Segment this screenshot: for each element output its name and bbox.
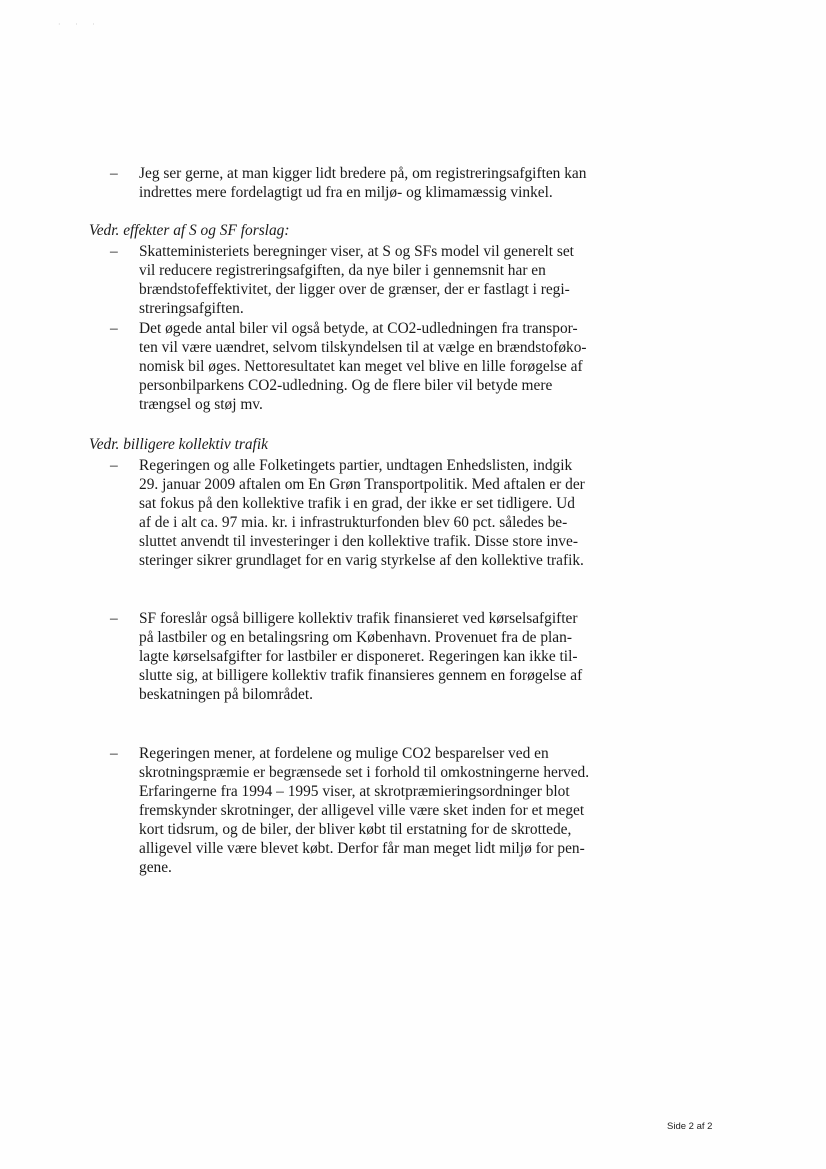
intro-bullet [110, 164, 640, 202]
text-line: alligevel ville være blevet købt. Derfor får man meget lidt miljø for pen- [139, 840, 585, 857]
text-line: af de i alt ca. 97 mia. kr. i infrastrukturfonden blev 60 pct. således be- [139, 514, 568, 531]
bullet-dash: – [110, 745, 118, 762]
scan-artifact: · · · [58, 20, 101, 29]
text-line: beskatningen på bilområdet. [139, 686, 313, 703]
effekter-bullet-2 [110, 319, 640, 414]
text-line: SF foreslår også billigere kollektiv trafik finansieret ved kørselsafgifter [139, 610, 578, 627]
section-heading-effekter: Vedr. effekter af S og SF forslag: [89, 222, 290, 239]
text-line: sluttet anvendt til investeringer i den kollektive trafik. Disse store inve- [139, 533, 578, 550]
text-line: Erfaringerne fra 1994 – 1995 viser, at skrotpræmieringsordninger blot [139, 783, 570, 800]
effekter-bullet-1 [110, 242, 640, 318]
kollektiv-bullet-3 [110, 744, 640, 877]
bullet-text [139, 242, 640, 318]
text-line: slutte sig, at billigere kollektiv trafik finansieres gennem en forøgelse af [139, 667, 583, 684]
text-line: trængsel og støj mv. [139, 396, 263, 413]
bullet-text [139, 744, 640, 877]
bullet-dash: – [110, 610, 118, 627]
bullet-text [139, 456, 640, 570]
page-number: Side 2 af 2 [667, 1121, 713, 1132]
text-line: gene. [139, 859, 172, 876]
bullet-text [139, 609, 640, 704]
text-line: Skatteministeriets beregninger viser, at S og SFs model vil generelt set [139, 243, 574, 260]
text-line: ten vil være uændret, selvom tilskyndelsen til at vælge en brændstoføko- [139, 339, 587, 356]
section-heading-kollektiv: Vedr. billigere kollektiv trafik [89, 436, 268, 453]
text-line: sat fokus på den kollektive trafik i en grad, der ikke er set tidligere. Ud [139, 495, 575, 512]
text-line: vil reducere registreringsafgiften, da nye biler i gennemsnit har en [139, 262, 546, 279]
text-line: personbilparkens CO2-udledning. Og de flere biler vil betyde mere [139, 377, 553, 394]
bullet-dash: – [110, 320, 118, 337]
text-line: indrettes mere fordelagtigt ud fra en miljø- og klimamæssig vinkel. [139, 184, 553, 201]
text-line: Regeringen og alle Folketingets partier, undtagen Enhedslisten, indgik [139, 457, 573, 474]
bullet-text [139, 164, 640, 202]
text-line: streringsafgiften. [139, 300, 244, 317]
text-line: 29. januar 2009 aftalen om En Grøn Transportpolitik. Med aftalen er der [139, 476, 585, 493]
bullet-dash: – [110, 457, 118, 474]
kollektiv-bullet-1 [110, 456, 640, 570]
kollektiv-bullet-2 [110, 609, 640, 704]
bullet-text [139, 319, 640, 414]
text-line: Jeg ser gerne, at man kigger lidt bredere på, om registreringsafgiften kan [139, 165, 587, 182]
text-line: Regeringen mener, at fordelene og mulige CO2 besparelser ved en [139, 745, 549, 762]
text-line: steringer sikrer grundlaget for en varig styrkelse af den kollektive trafik. [139, 552, 584, 569]
text-line: skrotningspræmie er begrænsede set i forhold til omkostningerne herved. [139, 764, 590, 781]
text-line: brændstofeffektivitet, der ligger over de grænser, der er fastlagt i regi- [139, 281, 570, 298]
text-line: kort tidsrum, og de biler, der bliver købt til erstatning for de skrottede, [139, 821, 572, 838]
text-line: nomisk bil øges. Nettoresultatet kan meget vel blive en lille forøgelse af [139, 358, 583, 375]
bullet-dash: – [110, 165, 118, 182]
bullet-dash: – [110, 243, 118, 260]
text-line: lagte kørselsafgifter for lastbiler er disponeret. Regeringen kan ikke til- [139, 648, 578, 665]
text-line: fremskynder skrotninger, der alligevel ville være sket inden for et meget [139, 802, 585, 819]
text-line: på lastbiler og en betalingsring om København. Provenuet fra de plan- [139, 629, 572, 646]
text-line: Det øgede antal biler vil også betyde, at CO2-udledningen fra transpor- [139, 320, 578, 337]
